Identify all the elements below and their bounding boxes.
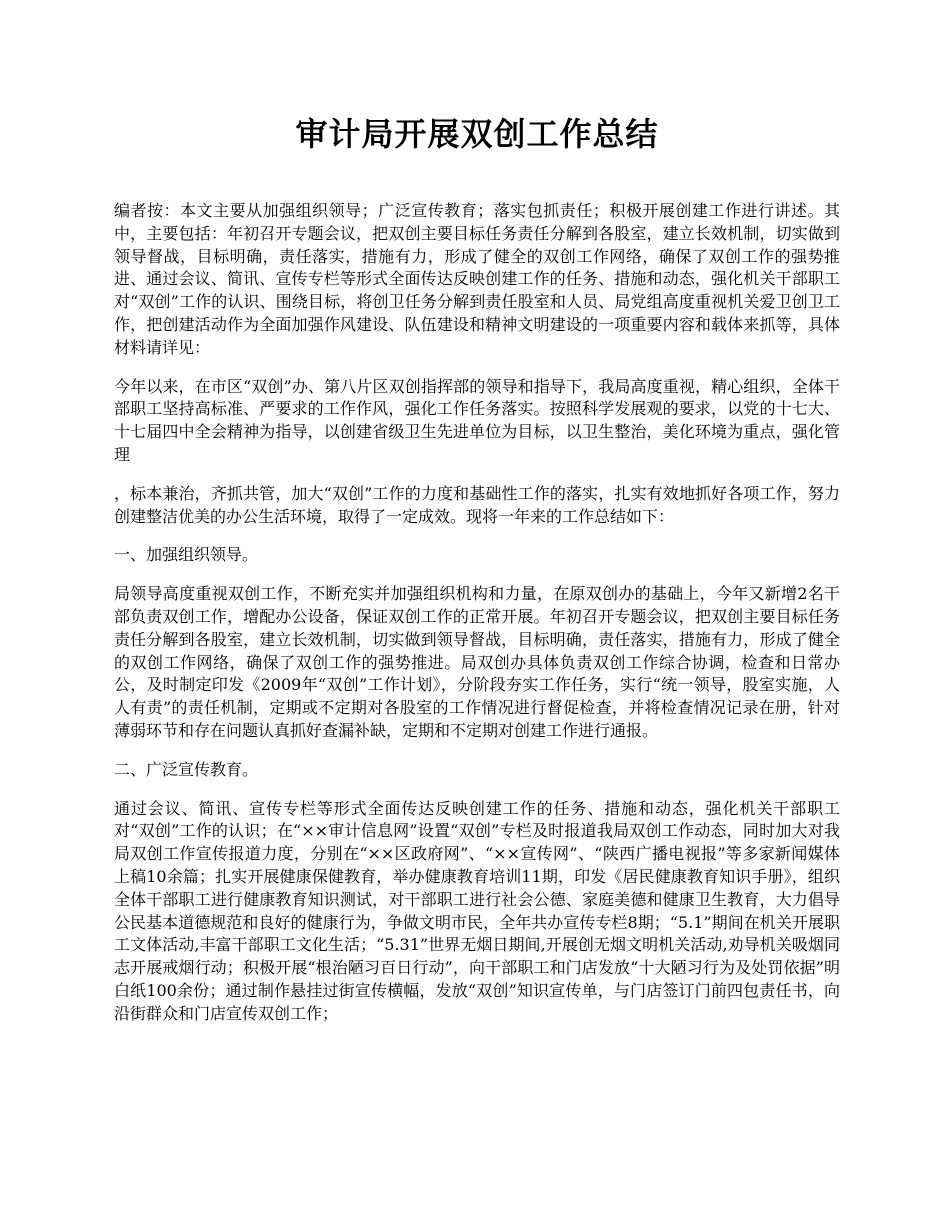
document-title: 审计局开展双创工作总结: [295, 115, 659, 153]
section-2-heading: 二、广泛宣传教育。: [114, 759, 259, 779]
intro-paragraph-2: ，标本兼治，齐抓共管，加大“双创”工作的力度和基础性工作的落实，扎实有效地抓好各项工作，努力创建整洁优美的办公生活环境，取得了一定成效。现将一年来的工作总结如下：: [114, 483, 840, 526]
editor-note-paragraph: 编者按：本文主要从加强组织领导；广泛宣传教育；落实包抓责任；积极开展创建工作进行讲述。其中，主要包括：年初召开专题会议，把双创主要目标任务责任分解到各股室，建立长效机制，切实做到领导督战，目标明确，责任落实，措施有力，形成了健全的双创工作网络，确保了双创工作的强势推进、通过会议、简讯、宣传专栏等形式全面传达反映创建工作的任务、措施和动态，强化机关干部职工对“双创”工作的认识、围绕目标，将创卫任务分解到责任股室和人员、局党组高度重视机关爱卫创卫工作，把创建活动作为全面加强作风建设、队伍建设和精神文明建设的一项重要内容和载体来抓等，具体材料请详见：: [114, 201, 840, 357]
section-1-body: 局领导高度重视双创工作，不断充实并加强组织机构和力量，在原双创办的基础上，今年又新增2名干部负责双创工作，增配办公设备，保证双创工作的正常开展。年初召开专题会议，把双创主要目标任务责任分解到各股室，建立长效机制，切实做到领导督战，目标明确，责任落实，措施有力，形成了健全的双创工作网络，确保了双创工作的强势推进。局双创办具体负责双创工作综合协调，检查和日常办公，及时制定印发《2009年“双创”工作计划》，分阶段夯实工作任务，实行“统一领导，股室实施，人人有责”的责任机制，定期或不定期对各股室的工作情况进行督促检查，并将检查情况记录在册，针对薄弱环节和存在问题认真抓好查漏补缺，定期和不定期对创建工作进行通报。: [114, 584, 840, 740]
intro-paragraph-1: 今年以来，在市区“双创”办、第八片区双创指挥部的领导和指导下，我局高度重视，精心组织，全体干部职工坚持高标准、严要求的工作作风，强化工作任务落实。按照科学发展观的要求，以党的十七大、十七届四中全会精神为指导，以创建省级卫生先进单位为目标，以卫生整治，美化环境为重点，强化管理: [114, 376, 840, 464]
section-2-body: 通过会议、简讯、宣传专栏等形式全面传达反映创建工作的任务、措施和动态，强化机关干部职工对“双创”工作的认识；在“××审计信息网”设置“双创”专栏及时报道我局双创工作动态，同时加大对我局双创工作宣传报道力度，分别在“××区政府网”、“××宣传网”、“陕西广播电视报”等多家新闻媒体上稿10余篇；扎实开展健康保健教育，举办健康教育培训11期，印发《居民健康教育知识手册》，组织全体干部职工进行健康教育知识测试，对干部职工进行社会公德、家庭美德和健康卫生教育，大力倡导公民基本道德规范和良好的健康行为，争做文明市民，全年共办宣传专栏8期；“5.1”期间在机关开展职工文体活动,丰富干部职工文化生活；“5.31”世界无烟日期间,开展创无烟文明机关活动,劝导机关吸烟同志开展戒烟行动；积极开展“根治陋习百日行动”，向干部职工和门店发放“十大陋习行为及处罚依据”明白纸100余份；通过制作悬挂过街宣传横幅，发放“双创”知识宣传单，与门店签订门前四包责任书，向沿街群众和门店宣传双创工作；: [114, 798, 840, 1023]
document-page: [114, 112, 840, 1042]
section-1-heading: 一、加强组织领导。: [114, 545, 259, 565]
